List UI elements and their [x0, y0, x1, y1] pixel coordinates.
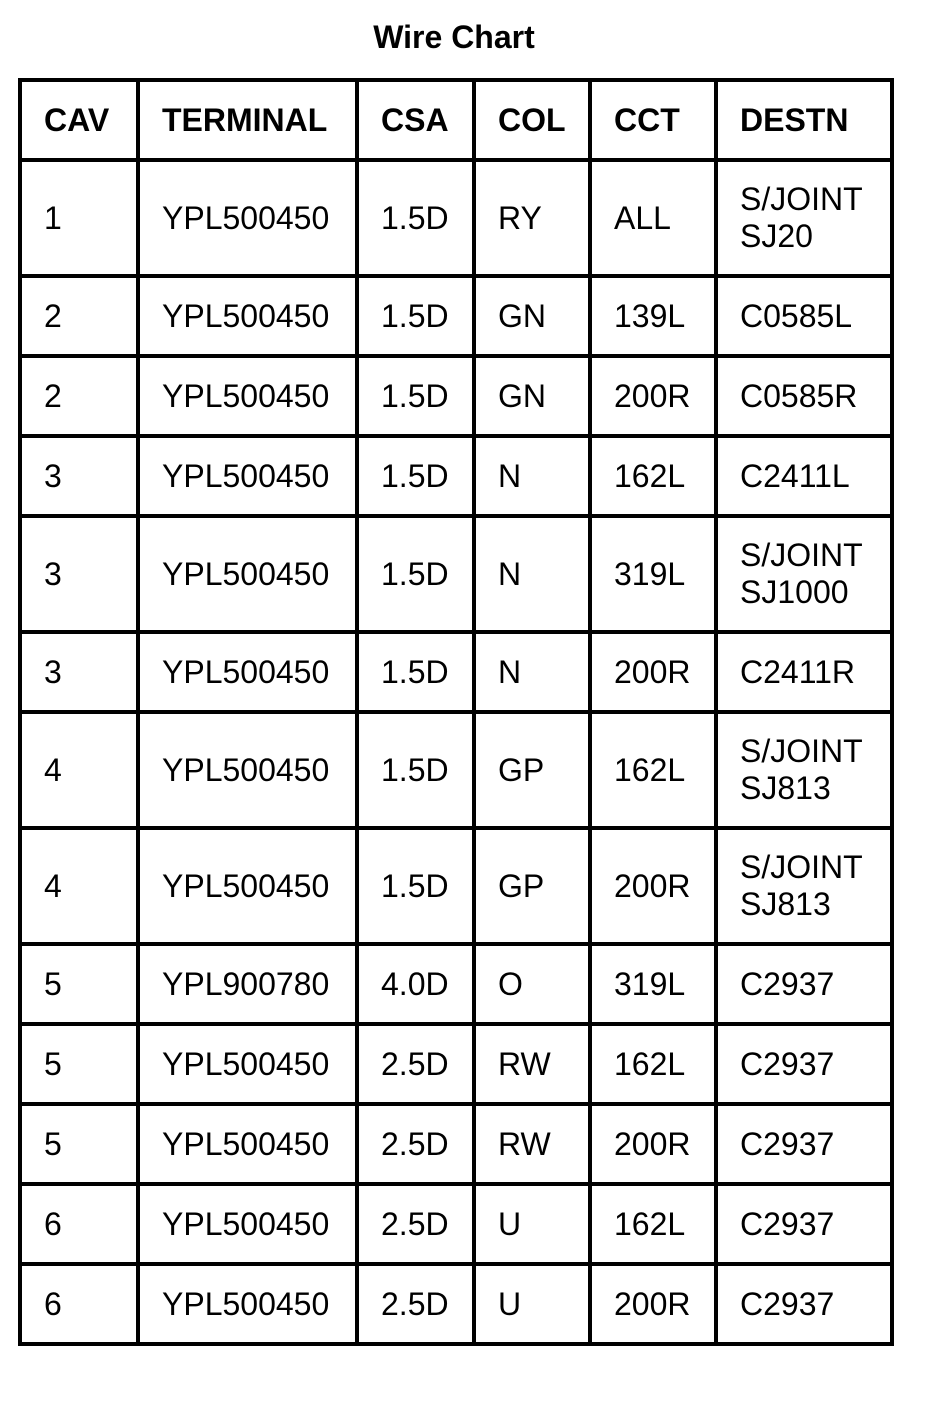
destn-line: S/JOINT [740, 537, 863, 573]
cell-cct: 162L [590, 436, 716, 516]
cell-col: N [474, 516, 590, 632]
table-row [20, 516, 892, 632]
cell-terminal: YPL500450 [138, 436, 357, 516]
table-row [20, 1264, 892, 1344]
cell-destn [716, 516, 892, 632]
page-title: Wire Chart [373, 19, 535, 55]
cell-destn [716, 828, 892, 944]
cell-destn [716, 1104, 892, 1184]
cell-terminal: YPL500450 [138, 276, 357, 356]
cell-terminal: YPL500450 [138, 1024, 357, 1104]
column-header-col: COL [474, 80, 590, 160]
cell-col: RW [474, 1024, 590, 1104]
destn-line: SJ813 [740, 886, 831, 922]
cell-cav: 2 [20, 276, 138, 356]
cell-cct: 139L [590, 276, 716, 356]
cell-cct: 162L [590, 1184, 716, 1264]
cell-destn [716, 356, 892, 436]
table-row [20, 436, 892, 516]
cell-cav: 5 [20, 1024, 138, 1104]
cell-terminal: YPL500450 [138, 160, 357, 276]
cell-csa: 4.0D [357, 944, 474, 1024]
cell-terminal: YPL500450 [138, 1264, 357, 1344]
table-row [20, 356, 892, 436]
destn-line: SJ813 [740, 770, 831, 806]
header-row [20, 80, 892, 160]
cell-col: N [474, 436, 590, 516]
cell-col: GN [474, 276, 590, 356]
cell-cct: 200R [590, 828, 716, 944]
cell-cav: 4 [20, 712, 138, 828]
cell-csa: 1.5D [357, 516, 474, 632]
cell-csa: 1.5D [357, 712, 474, 828]
column-header-terminal: TERMINAL [138, 80, 357, 160]
table-row [20, 632, 892, 712]
cell-col: U [474, 1184, 590, 1264]
cell-csa: 1.5D [357, 436, 474, 516]
cell-destn [716, 276, 892, 356]
table-row [20, 712, 892, 828]
cell-destn [716, 160, 892, 276]
cell-csa: 2.5D [357, 1024, 474, 1104]
cell-cct: 200R [590, 1264, 716, 1344]
cell-terminal: YPL500450 [138, 1104, 357, 1184]
cell-cav: 2 [20, 356, 138, 436]
cell-cav: 6 [20, 1264, 138, 1344]
cell-terminal: YPL500450 [138, 516, 357, 632]
cell-terminal: YPL500450 [138, 1184, 357, 1264]
cell-col: RW [474, 1104, 590, 1184]
table-body [20, 160, 892, 1344]
cell-csa: 1.5D [357, 632, 474, 712]
cell-cct: 200R [590, 356, 716, 436]
cell-cav: 3 [20, 516, 138, 632]
cell-csa: 1.5D [357, 276, 474, 356]
destn-line: C2937 [740, 965, 835, 1002]
cell-terminal: YPL500450 [138, 356, 357, 436]
cell-csa: 1.5D [357, 160, 474, 276]
table-row [20, 160, 892, 276]
cell-cct: ALL [590, 160, 716, 276]
cell-col: GP [474, 712, 590, 828]
cell-destn [716, 436, 892, 516]
cell-col: GN [474, 356, 590, 436]
cell-col: N [474, 632, 590, 712]
cell-csa: 1.5D [357, 356, 474, 436]
destn-line: SJ20 [740, 218, 813, 254]
destn-line: S/JOINT [740, 181, 863, 217]
destn-line: S/JOINT [740, 733, 863, 769]
cell-cct: 162L [590, 1024, 716, 1104]
table-row [20, 1184, 892, 1264]
destn-line: C0585L [740, 297, 853, 334]
destn-line: C2937 [740, 1205, 835, 1242]
cell-cav: 6 [20, 1184, 138, 1264]
cell-col: RY [474, 160, 590, 276]
cell-col: U [474, 1264, 590, 1344]
table-row [20, 1104, 892, 1184]
cell-cct: 319L [590, 516, 716, 632]
cell-terminal: YPL500450 [138, 828, 357, 944]
cell-csa: 2.5D [357, 1264, 474, 1344]
cell-destn [716, 712, 892, 828]
cell-csa: 2.5D [357, 1104, 474, 1184]
cell-col: GP [474, 828, 590, 944]
cell-cct: 200R [590, 632, 716, 712]
table-row [20, 944, 892, 1024]
cell-cav: 5 [20, 944, 138, 1024]
destn-line: C2937 [740, 1045, 835, 1082]
destn-line: SJ1000 [740, 574, 849, 610]
cell-terminal: YPL900780 [138, 944, 357, 1024]
destn-line: C2937 [740, 1125, 835, 1162]
cell-destn [716, 944, 892, 1024]
cell-destn [716, 1264, 892, 1344]
destn-line: S/JOINT [740, 849, 863, 885]
column-header-cav: CAV [20, 80, 138, 160]
column-header-cct: CCT [590, 80, 716, 160]
cell-destn [716, 1024, 892, 1104]
destn-line: C2411R [740, 653, 856, 690]
cell-cct: 162L [590, 712, 716, 828]
cell-cct: 319L [590, 944, 716, 1024]
cell-cav: 5 [20, 1104, 138, 1184]
column-header-csa: CSA [357, 80, 474, 160]
table-row [20, 1024, 892, 1104]
table-row [20, 828, 892, 944]
cell-cav: 4 [20, 828, 138, 944]
cell-col: O [474, 944, 590, 1024]
destn-line: C2411L [740, 457, 850, 494]
destn-line: C2937 [740, 1285, 835, 1322]
cell-csa: 1.5D [357, 828, 474, 944]
cell-terminal: YPL500450 [138, 712, 357, 828]
cell-terminal: YPL500450 [138, 632, 357, 712]
column-header-destn: DESTN [716, 80, 892, 160]
cell-cav: 1 [20, 160, 138, 276]
cell-cav: 3 [20, 436, 138, 516]
cell-cct: 200R [590, 1104, 716, 1184]
cell-destn [716, 632, 892, 712]
table-row [20, 276, 892, 356]
wire-chart-table [18, 78, 894, 1346]
destn-line: C0585R [740, 377, 858, 414]
cell-cav: 3 [20, 632, 138, 712]
cell-destn [716, 1184, 892, 1264]
cell-csa: 2.5D [357, 1184, 474, 1264]
